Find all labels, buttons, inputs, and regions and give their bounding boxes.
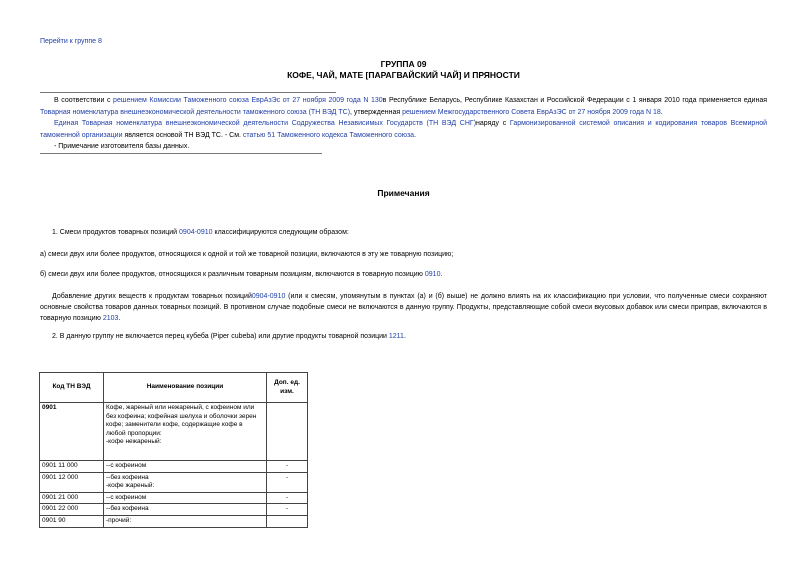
note-text: (или к смесям, упомянутым в пунктах (а) и (б) выше) не должно влиять на их классификацию при условии, что полученные смеси сохраняют основные свойства товаров данных товарных позиций. В противном случае подобные смеси не включаются в данную группу. Продукты, представляющие собой смеси вкусовых добавок или смеси приправ, включаются в товарную позицию [40, 293, 767, 322]
heading-2103-link[interactable]: 2103 [102, 315, 119, 322]
note-text: . [403, 333, 406, 340]
footnote-divider-top [40, 92, 336, 93]
code-table [39, 372, 308, 528]
row-name: Кофе, жареный или нежареный, с кофеином или без кофеина; кофейная шелуха и оболочки зерен кофе; заменители кофе, содержащие кофе в любой пропорции: -кофе нежареный: [104, 403, 267, 461]
group-subtitle: КОФЕ, ЧАЙ, МАТЕ [ПАРАГВАЙСКИЙ ЧАЙ] И ПРЯНОСТИ [287, 70, 520, 80]
footnote-text: наряду с [476, 120, 510, 127]
table-row [40, 504, 308, 516]
row-unit: - [267, 504, 308, 516]
header-unit: Доп. ед. изм. [267, 373, 308, 403]
header-code: Код ТН ВЭД [40, 373, 104, 403]
council-decision-link[interactable]: решением Межгосударственного Совета ЕврАзЭС от 27 ноября 2009 года N 18 [402, 108, 661, 116]
footnote-text: В соответствии с [54, 97, 114, 104]
row-code: 0901 22 000 [40, 504, 104, 516]
tn-ved-sng-link[interactable]: Единая Товарная номенклатура внешнеэкономической деятельности Содружества Независимых Государств (ТН ВЭД СНГ) [54, 120, 477, 127]
row-unit: - [267, 461, 308, 473]
goto-group-8-link[interactable] [40, 38, 102, 45]
row-code: 0901 [40, 403, 104, 461]
footnote-paragraph-1 [40, 95, 767, 118]
row-code: 0901 21 000 [40, 492, 104, 504]
row-name: --с кофеином [104, 461, 267, 473]
row-code: 0901 90 [40, 515, 104, 527]
row-name: --без кофеина -кофе жареный: [104, 472, 267, 492]
footnote-text: является основой ТН ВЭД ТС. - См. [122, 131, 243, 139]
note-text: б) смеси двух или более продуктов, относящихся к различным товарным позициям, включаются в товарную позицию [40, 271, 425, 278]
footnote [40, 95, 767, 153]
footnote-paragraph-3: - Примечание изготовителя базы данных. [54, 143, 190, 150]
heading-0904-0910-link[interactable]: 0904-0910 [179, 229, 213, 236]
row-unit: - [267, 492, 308, 504]
table-row [40, 492, 308, 504]
note-1 [40, 227, 767, 238]
group-title: ГРУППА 09 [380, 59, 427, 69]
note-text: Добавление других веществ к продуктам товарных позиций [52, 293, 252, 300]
note-text: 1. Смеси продуктов товарных позиций [52, 229, 180, 236]
heading-0904-0910-link-2[interactable]: 0904-0910 [251, 293, 286, 300]
row-unit: - [267, 472, 308, 492]
footnote-text: . [660, 108, 663, 116]
footnote-paragraph-2 [40, 118, 767, 141]
row-name: -прочий: [104, 515, 267, 527]
footnote-text: , утвержденная [350, 108, 403, 116]
note-additives [40, 291, 767, 324]
note-text: классифицируются следующим образом: [212, 229, 349, 236]
note-text: . [118, 315, 121, 322]
notes-title: Примечания [377, 188, 430, 198]
table-row [40, 515, 308, 527]
note-text: . [440, 271, 443, 278]
tn-ved-ts-link[interactable]: Товарная номенклатура внешнеэкономической деятельности таможенного союза (ТН ВЭД ТС) [40, 108, 351, 116]
commission-decision-link[interactable]: решением Комиссии Таможенного союза ЕврАзЭс от 27 ноября 2009 года N 130 [113, 97, 383, 104]
row-code: 0901 12 000 [40, 472, 104, 492]
row-name: --с кофеином [104, 492, 267, 504]
note-1a: а) смеси двух или более продуктов, относящихся к одной и той же товарной позиции, включаются в эту же товарную позицию; [40, 251, 454, 258]
row-unit [267, 515, 308, 527]
table-header-row [40, 373, 308, 403]
note-text: 2. В данную группу не включается перец кубеба (Piper cubeba) или другие продукты товарной позиции [52, 333, 389, 340]
footnote-text: . [414, 131, 417, 139]
table-row [40, 403, 308, 461]
goto-link-text[interactable]: Перейти к группе 8 [40, 38, 102, 45]
harmonized-system-link[interactable]: Гармонизированной системой описания и кодирования товаров Всемирной таможенной организации [40, 120, 767, 139]
row-unit [267, 403, 308, 461]
footnote-divider-bottom [40, 153, 322, 154]
footnote-text: в Республике Беларусь, Республике Казахстан и Российской Федерации с 1 января 2010 года применяется единая [382, 97, 768, 104]
row-name: --без кофеина [104, 504, 267, 516]
heading-1211-link[interactable]: 1211 [388, 333, 404, 340]
row-code: 0901 11 000 [40, 461, 104, 473]
table-row [40, 472, 308, 492]
note-2 [40, 331, 767, 342]
table-row [40, 461, 308, 473]
note-1b [40, 269, 767, 280]
heading-0910-link[interactable]: 0910 [424, 271, 441, 278]
header-name: Наименование позиции [104, 373, 267, 403]
customs-code-article-link[interactable]: статью 51 Таможенного кодекса Таможенного союза [242, 131, 415, 139]
